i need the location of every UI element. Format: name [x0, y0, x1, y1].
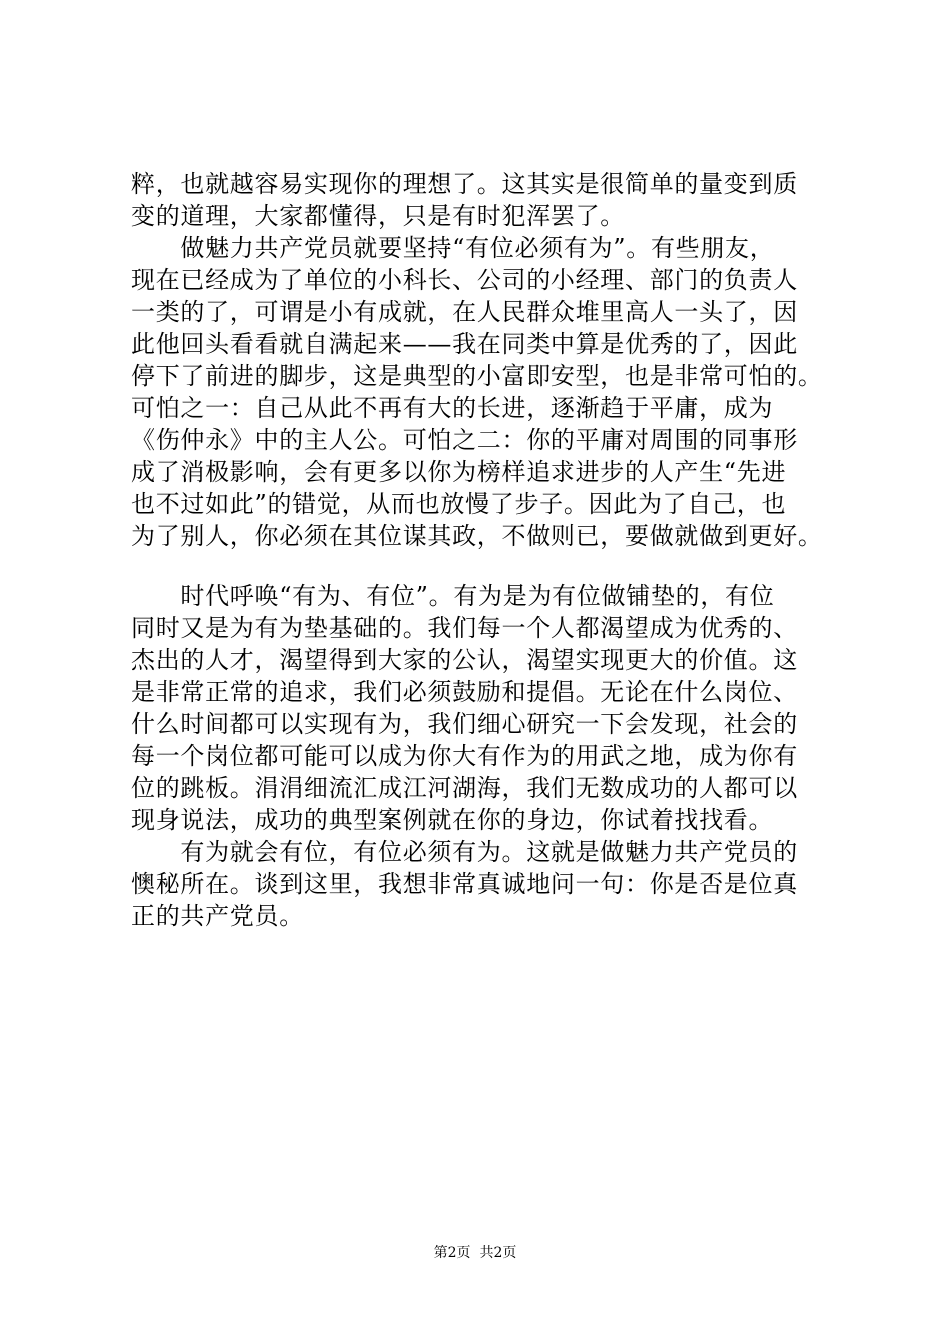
text-line: 现身说法，成功的典型案例就在你的身边，你试着找找看。 — [131, 806, 774, 834]
text-line: 也不过如此”的错觉，从而也放慢了步子。因此为了自己，也 — [131, 490, 787, 518]
text-line: 时代呼唤“有为、有位”。有为是为有位做铺垫的，有位 — [131, 582, 775, 610]
text-line: 正的共产党员。 — [131, 902, 304, 930]
text-line: 成了消极影响，会有更多以你为榜样追求进步的人产生“先进 — [131, 458, 787, 486]
text-line: 《伤仲永》中的主人公。可怕之二：你的平庸对周围的同事形 — [131, 426, 798, 454]
text-line: 同时又是为有为垫基础的。我们每一个人都渴望成为优秀的、 — [131, 614, 798, 642]
text-line: 停下了前进的脚步，这是典型的小富即安型，也是非常可怕的。 — [131, 362, 823, 390]
text-line: 杰出的人才，渴望得到大家的公认，渴望实现更大的价值。这 — [131, 646, 798, 674]
text-line: 粹，也就越容易实现你的理想了。这其实是很简单的量变到质 — [131, 170, 798, 198]
text-line: 是非常正常的追求，我们必须鼓励和提倡。无论在什么岗位、 — [131, 678, 798, 706]
text-line: 做魅力共产党员就要坚持“有位必须有为”。有些朋友， — [131, 234, 775, 262]
page-footer — [0, 1243, 950, 1263]
page-number: 第2页 共2页 — [433, 1245, 517, 1261]
text-line: 位的跳板。涓涓细流汇成江河湖海，我们无数成功的人都可以 — [131, 774, 798, 802]
text-line: 有为就会有位，有位必须有为。这就是做魅力共产党员的 — [131, 838, 798, 866]
text-line: 什么时间都可以实现有为，我们细心研究一下会发现，社会的 — [131, 710, 798, 738]
text-line: 懊秘所在。谈到这里，我想非常真诚地问一句：你是否是位真 — [131, 870, 798, 898]
text-line: 变的道理，大家都懂得，只是有时犯浑罢了。 — [131, 202, 625, 230]
text-line: 可怕之一：自己从此不再有大的长进，逐渐趋于平庸，成为 — [131, 394, 774, 422]
text-line: 为了别人，你必须在其位谋其政，不做则已，要做就做到更好。 — [131, 522, 823, 550]
text-line: 一类的了，可谓是小有成就，在人民群众堆里高人一头了，因 — [131, 298, 798, 326]
text-line: 此他回头看看就自满起来——我在同类中算是优秀的了，因此 — [131, 330, 798, 358]
text-line: 每一个岗位都可能可以成为你大有作为的用武之地，成为你有 — [131, 742, 798, 770]
text-line: 现在已经成为了单位的小科长、公司的小经理、部门的负责人 — [131, 266, 798, 294]
body-text — [131, 168, 851, 932]
